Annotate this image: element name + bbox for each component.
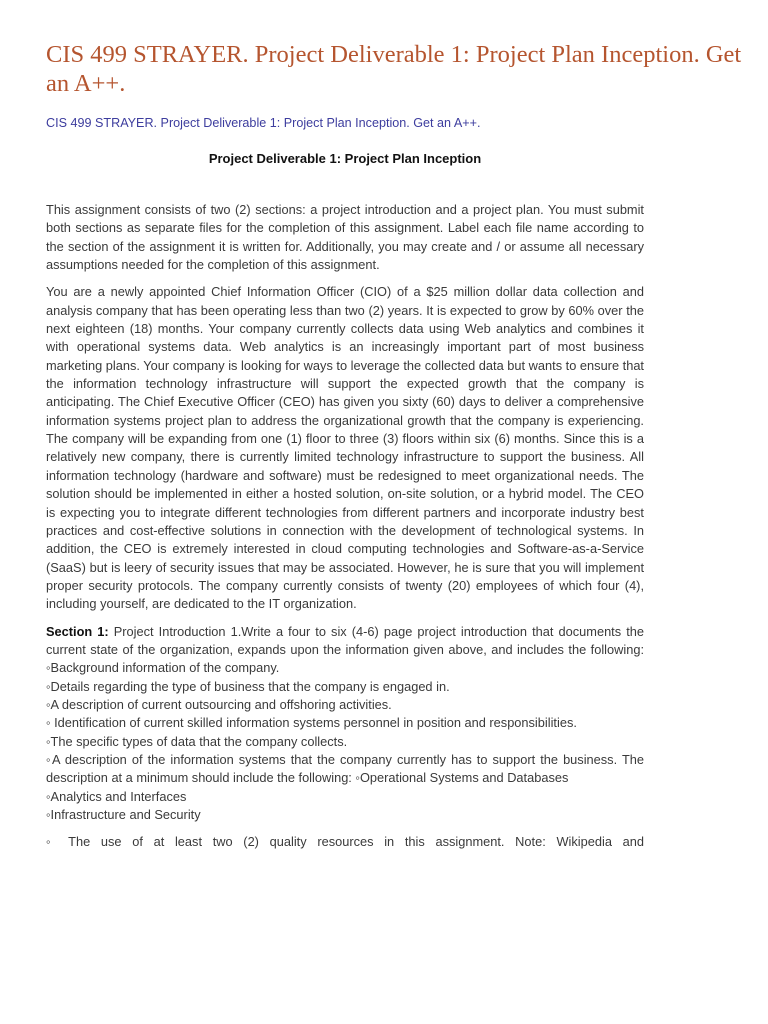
document-body [46, 201, 644, 852]
closing-line: ◦ The use of at least two (2) quality resources in this assignment. Note: Wikipedia and [46, 834, 644, 850]
list-item: ◦Infrastructure and Security [46, 807, 201, 822]
section-heading: Project Deliverable 1: Project Plan Inception [208, 151, 482, 166]
list-item: ◦ Identification of current skilled information systems personnel in position and responsibilities. [46, 715, 577, 731]
paragraph-scenario: You are a newly appointed Chief Information Officer (CIO) of a $25 million dollar data collection and analysis company that has been operating less than two (2) years. It is expected to grow by 60% over the next eighteen (18) months. Your company currently collects data using Web analytics and combines it with operational systems data. Web analytics is an increasingly important part of most business marketing plans. Your company is looking for ways to leverage the collected data but wants to ensure that the information technology infrastructure will support the expected growth that the company is anticipating. The Chief Executive Officer (CEO) has given you sixty (60) days to deliver a comprehensive information systems project plan to address the organizational growth that the company is experiencing. The company will be expanding from one (1) floor to three (3) floors within six (6) months. Since this is a relatively new company, there is currently limited technology infrastructure to support the business. All information technology (hardware and software) must be redesigned to meet organizational needs. The solution should be implemented in either a hosted solution, on-site solution, or a hybrid model. The CEO is expecting you to integrate different technologies from different partners and incorporate industry best practices and cost-effective solutions in connection with the development of technological systems. In addition, the CEO is extremely interested in cloud computing technologies and Software-as-a-Service (SaaS) but is leery of security issues that may be associated. However, he is sure that you will implement proper security protocols. The company currently consists of twenty (20) employees of which four (4), including yourself, are dedicated to the IT organization. [46, 284, 644, 612]
section-1-intro: Project Introduction 1.Write a four to six (4-6) page project introduction that documents the current state of the organization, expands upon the information given above, and includes the following: ◦Background information of the company. [46, 623, 645, 676]
list-item: ◦The specific types of data that the company collects. [46, 733, 348, 749]
subtitle-link[interactable]: CIS 499 STRAYER. Project Deliverable 1: Project Plan Inception. Get an A++. [46, 116, 481, 130]
list-item: ◦Details regarding the type of business that the company is engaged in. [46, 678, 450, 694]
list-item: ◦Analytics and Interfaces [46, 788, 187, 804]
list-item: ◦A description of current outsourcing and offshoring activities. [46, 696, 392, 712]
section-1-label: Section 1: [46, 623, 109, 639]
paragraph-intro: This assignment consists of two (2) sections: a project introduction and a project plan. You must submit both sections as separate files for the completion of this assignment. Label each file name according to the section of the assignment it is written for. Additionally, you may create and / or assume all necessary assumptions needed for the completion of this assignment. [46, 202, 644, 273]
section-1-intro-line [46, 623, 644, 678]
section-1 [46, 623, 644, 825]
list-item: ◦A description of the information systems that the company currently has to support the business. The description at a minimum should include the following: ◦Operational Systems and Databases [46, 751, 644, 786]
document-title: CIS 499 STRAYER. Project Deliverable 1: Project Plan Inception. Get an A++. [46, 41, 742, 97]
